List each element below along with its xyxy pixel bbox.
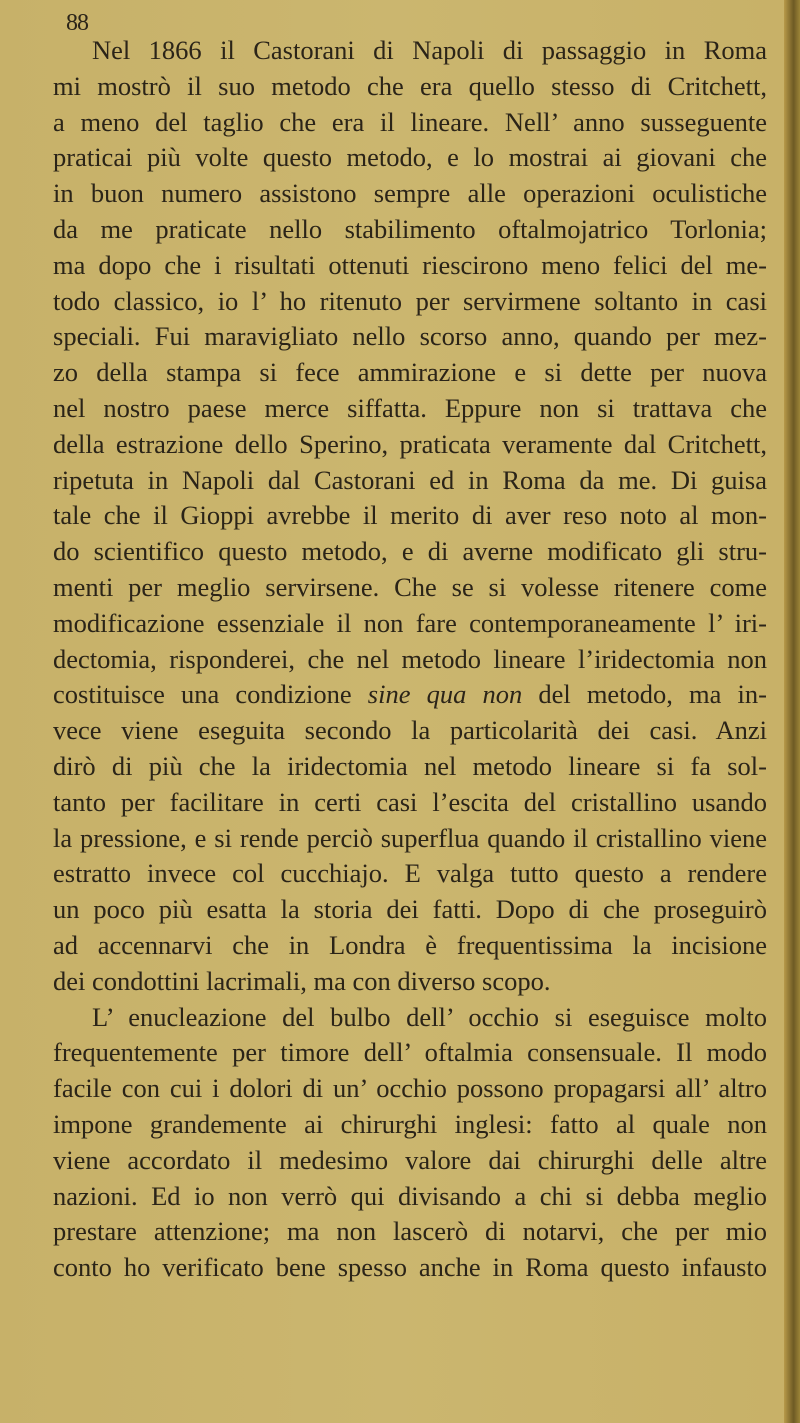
text-line: tale che il Gioppi avrebbe il merito di aver reso noto al mon- (53, 500, 767, 531)
text-line: do scientifico questo metodo, e di averne modificato gli stru- (53, 536, 767, 567)
text-line: a meno del taglio che era il lineare. Nell’ anno susseguente (53, 106, 767, 137)
text-line: todo classico, io l’ ho ritenuto per servirmene soltanto in casi (53, 285, 767, 316)
text-line: della estrazione dello Sperino, praticata veramente dal Critchett, (53, 428, 767, 459)
text-line: menti per meglio servirsene. Che se si volesse ritenere come (53, 571, 767, 602)
text-line: praticai più volte questo metodo, e lo mostrai ai giovani che (53, 142, 767, 173)
text-line: zo della stampa si fece ammirazione e si dette per nuova (53, 357, 767, 388)
text-line: ma dopo che i risultati ottenuti riescirono meno felici del me- (53, 249, 767, 280)
text-segment: del metodo, ma in- (522, 679, 767, 710)
text-line: un poco più esatta la storia dei fatti. Dopo di che proseguirò (53, 894, 767, 925)
text-line: dectomia, risponderei, che nel metodo lineare l’iridectomia non (53, 643, 767, 674)
text-line: tanto per facilitare in certi casi l’escita del cristallino usando (53, 786, 767, 817)
text-line: facile con cui i dolori di un’ occhio possono propagarsi all’ altro (53, 1073, 767, 1104)
text-line: in buon numero assistono sempre alle operazioni oculistiche (53, 178, 767, 209)
text-line: mi mostrò il suo metodo che era quello stesso di Critchett, (53, 70, 767, 101)
text-line: ripetuta in Napoli dal Castorani ed in Roma da me. Di guisa (53, 464, 767, 495)
text-line: conto ho verificato bene spesso anche in Roma questo infausto (53, 1252, 767, 1283)
text-line: frequentemente per timore dell’ oftalmia consensuale. Il modo (53, 1037, 767, 1068)
text-line: Nel 1866 il Castorani di Napoli di passaggio in Roma (92, 35, 767, 65)
text-line: viene accordato il medesimo valore dai chirurghi delle altre (53, 1144, 767, 1175)
text-line: L’ enucleazione del bulbo dell’ occhio si eseguisce molto (92, 1001, 767, 1032)
text-segment: costituisce una condizione (53, 679, 368, 710)
body-text (53, 33, 767, 1286)
text-line: vece viene eseguita secondo la particolarità dei casi. Anzi (53, 715, 767, 746)
text-line: modificazione essenziale il non fare contemporaneamente l’ iri- (53, 607, 767, 638)
text-line: nel nostro paese merce siffatta. Eppure non si trattava che (53, 392, 767, 423)
text-line: dirò di più che la iridectomia nel metodo lineare si fa sol- (53, 750, 767, 781)
text-line (53, 677, 767, 713)
text-line: ad accennarvi che in Londra è frequentissima la incisione (53, 929, 767, 960)
text-line: da me praticate nello stabilimento oftalmojatrico Torlonia; (53, 213, 767, 244)
text-line: nazioni. Ed io non verrò qui divisando a chi si debba meglio (53, 1180, 767, 1211)
text-line: estratto invece col cucchiajo. E valga tutto questo a rendere (53, 858, 767, 889)
text-line: la pressione, e si rende perciò superflua quando il cristallino viene (53, 822, 767, 853)
text-line: dei condottini lacrimali, ma con diverso scopo. (53, 965, 551, 996)
text-line: speciali. Fui maravigliato nello scorso anno, quando per mez- (53, 321, 767, 352)
italic-phrase: sine qua non (367, 679, 523, 710)
text-line: impone grandemente ai chirurghi inglesi: fatto al quale non (53, 1108, 767, 1139)
page-edge (784, 0, 800, 1423)
page-number: 88 (66, 10, 88, 36)
text-line: prestare attenzione; ma non lascerò di notarvi, che per mio (53, 1216, 767, 1247)
